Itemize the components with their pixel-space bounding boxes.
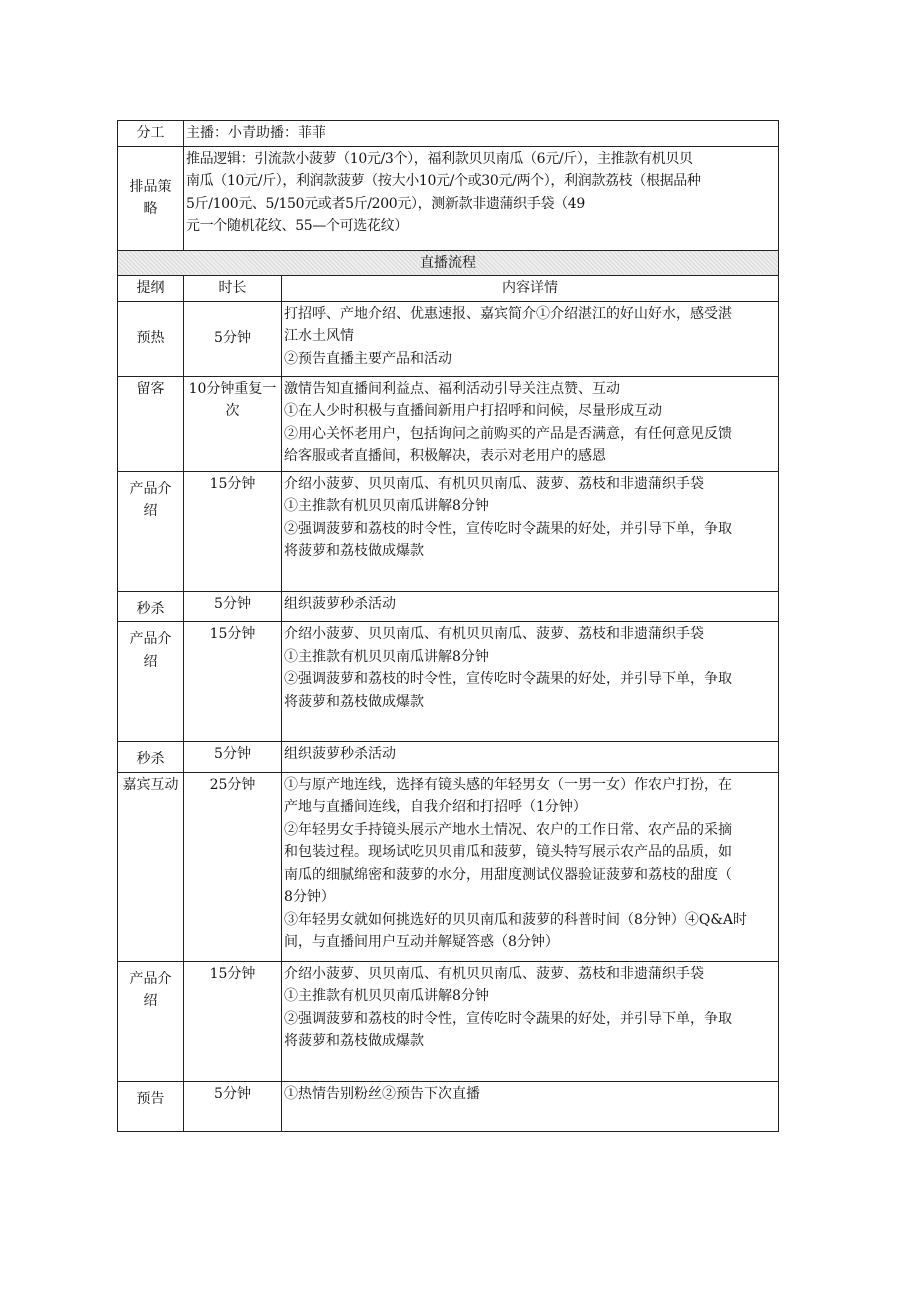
detail-line: ③年轻男女就如何挑选好的贝贝南瓜和菠萝的科普时间（8分钟）④Q&A时: [284, 911, 747, 928]
row-detail: [282, 471, 779, 591]
detail-line: ①热情告别粉丝②预告下次直播: [284, 1085, 480, 1102]
header-detail: 内容详情: [282, 276, 779, 302]
row-duration: 15分钟: [184, 622, 282, 742]
row-duration: 15分钟: [184, 471, 282, 591]
row-detail: [282, 591, 779, 622]
detail-line: ②强调菠萝和荔枝的时令性，宣传吃时令蔬果的好处，并引导下单，争取: [284, 520, 732, 537]
flow-rows: [118, 301, 779, 1131]
detail-line: 江水土风情: [284, 328, 354, 344]
flow-row: [118, 961, 779, 1081]
section-title-row: [118, 250, 779, 276]
detail-line: ②预告直播主要产品和活动: [284, 350, 452, 367]
strategy-label: 排品策 略: [118, 146, 184, 250]
detail-line: 将菠萝和荔枝做成爆款: [284, 1033, 424, 1049]
row-detail: [282, 376, 779, 471]
row-detail: [282, 772, 779, 961]
detail-line: ①主推款有机贝贝南瓜讲解8分钟: [284, 498, 489, 514]
flow-row: [118, 376, 779, 471]
row-duration: 5分钟: [184, 301, 282, 376]
row-outline: 产品介 绍: [118, 622, 184, 742]
detail-line: 介绍小菠萝、贝贝南瓜、有机贝贝南瓜、菠萝、荔枝和非遗蒲织手袋: [284, 626, 704, 642]
detail-line: 组织菠萝秒杀活动: [284, 595, 396, 612]
flow-row: [118, 591, 779, 622]
detail-line: 给客服或者直播间，积极解决，表示对老用户的感恩: [284, 448, 606, 464]
strategy-content: 推品逻辑：引流款小菠萝（10元/3个），福利款贝贝南瓜（6元/斤），主推款有机贝贝 南瓜（10元/斤），利润款菠萝（按大小10元/个或30元/两个），利润款荔枝（根据品种 5斤/100元、5/150元或者5斤/200元），测新款非遗蒲织手袋（49 元一个随机花纹、55—个可选花纹）: [184, 146, 779, 250]
detail-line: ②强调菠萝和荔枝的时令性，宣传吃时令蔬果的好处，并引导下单，争取: [284, 1010, 732, 1027]
detail-line: ①主推款有机贝贝南瓜讲解8分钟: [284, 988, 489, 1004]
division-value: 主播：小青助播：菲菲: [184, 121, 779, 147]
row-duration: 25分钟: [184, 772, 282, 961]
row-detail: [282, 742, 779, 773]
flow-row: [118, 1081, 779, 1131]
detail-line: ①与原产地连线，选择有镜头感的年轻男女（一男一女）作农户打扮，在: [284, 776, 732, 793]
detail-line: 8分钟）: [284, 889, 335, 905]
detail-line: 将菠萝和荔枝做成爆款: [284, 543, 424, 559]
row-detail: [282, 301, 779, 376]
flow-row: [118, 301, 779, 376]
flow-row: [118, 622, 779, 742]
live-plan-document: [117, 120, 778, 1132]
header-duration: 时长: [184, 276, 282, 302]
detail-line: ②强调菠萝和荔枝的时令性，宣传吃时令蔬果的好处，并引导下单，争取: [284, 671, 732, 687]
row-duration: 15分钟: [184, 961, 282, 1081]
header-outline: 提纲: [118, 276, 184, 302]
row-duration: 5分钟: [184, 591, 282, 622]
flow-row: [118, 772, 779, 961]
detail-line: 和包装过程。现场试吃贝贝甫瓜和菠萝，镜头特写展示农产品的品质，如: [284, 844, 732, 860]
row-outline: 秒杀: [118, 742, 184, 773]
row-outline: 产品介 绍: [118, 471, 184, 591]
row-outline: 留客: [118, 376, 184, 471]
detail-line: 将菠萝和荔枝做成爆款: [284, 693, 424, 710]
detail-line: 产地与直播间连线，自我介绍和打招呼（1分钟）: [284, 799, 587, 815]
row-duration: 5分钟: [184, 742, 282, 773]
detail-line: ①主推款有机贝贝南瓜讲解8分钟: [284, 648, 489, 665]
header-row: [118, 276, 779, 302]
row-outline: 预告: [118, 1081, 184, 1131]
flow-row: [118, 471, 779, 591]
row-detail: [282, 622, 779, 742]
detail-line: 南瓜的细腻绵密和菠萝的水分，用甜度测试仪器验证菠萝和荔枝的甜度（: [284, 866, 732, 883]
detail-line: ①在人少时积极与直播间新用户打招呼和问候，尽量形成互动: [284, 403, 662, 419]
section-title: 直播流程: [118, 250, 779, 276]
live-plan-table: [117, 120, 779, 1132]
division-row: [118, 121, 779, 147]
row-duration: 5分钟: [184, 1081, 282, 1131]
detail-line: 组织菠萝秒杀活动: [284, 746, 396, 762]
detail-line: ②用心关怀老用户，包括询问之前购买的产品是否满意，有任何意见反馈: [284, 425, 732, 442]
row-outline: 预热: [118, 301, 184, 376]
detail-line: 间，与直播间用户互动并解疑答惑（8分钟）: [284, 934, 559, 950]
flow-row: [118, 742, 779, 773]
detail-line: 激情告知直播间利益点、福利活动引导关注点赞、互动: [284, 380, 620, 397]
detail-line: ②年轻男女手持镜头展示产地水土情况、农户的工作日常、农产品的采摘: [284, 821, 732, 838]
detail-line: 介绍小菠萝、贝贝南瓜、有机贝贝南瓜、菠萝、荔枝和非遗蒲织手袋: [284, 475, 704, 492]
row-detail: [282, 961, 779, 1081]
row-outline: 秒杀: [118, 591, 184, 622]
detail-line: 打招呼、产地介绍、优惠速报、嘉宾简介①介绍湛江的好山好水，感受湛: [284, 305, 732, 322]
detail-line: 介绍小菠萝、贝贝南瓜、有机贝贝南瓜、菠萝、荔枝和非遗蒲织手袋: [284, 965, 704, 982]
row-duration: 10分钟重复一 次: [184, 376, 282, 471]
division-label: 分工: [118, 121, 184, 147]
row-outline: 嘉宾互动: [118, 772, 184, 961]
row-detail: [282, 1081, 779, 1131]
row-outline: 产品介 绍: [118, 961, 184, 1081]
strategy-row: [118, 146, 779, 250]
